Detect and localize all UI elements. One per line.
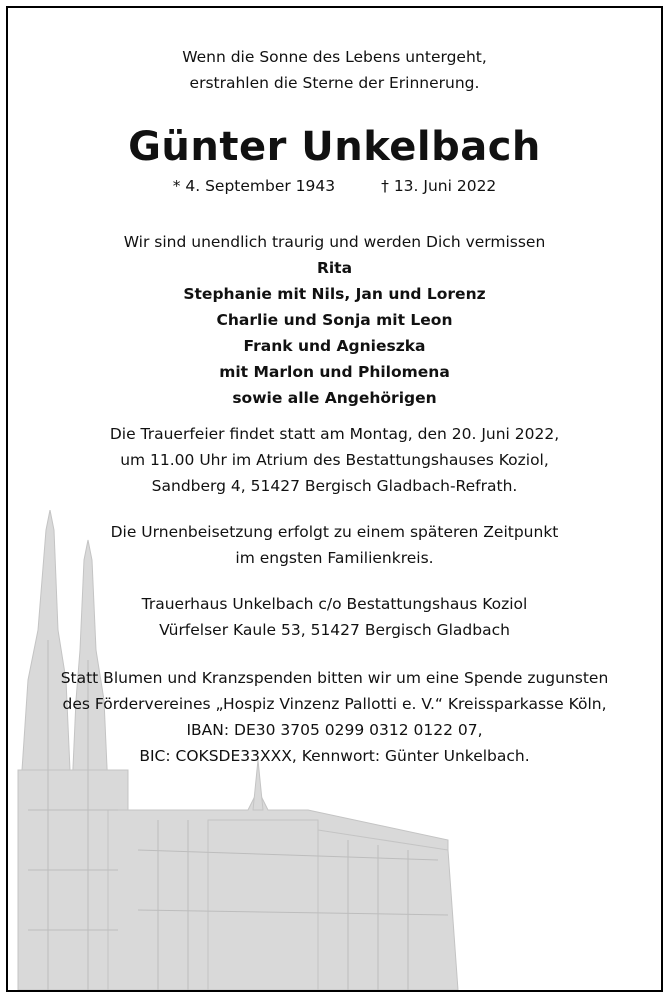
death-date: † 13. Juni 2022 [381, 177, 497, 195]
mourner-line: Charlie und Sonja mit Leon [216, 311, 453, 329]
motto-line: erstrahlen die Sterne der Erinnerung. [189, 74, 480, 92]
ceremony-line: Die Trauerfeier findet statt am Montag, den 20. Juni 2022, [109, 425, 560, 443]
mourners-block [8, 229, 661, 411]
burial-info [8, 519, 661, 571]
mourner-line: sowie alle Angehörigen [232, 389, 437, 407]
deceased-name: Günter Unkelbach [128, 124, 541, 170]
ceremony-line: Sandberg 4, 51427 Bergisch Gladbach-Refrath. [151, 477, 518, 495]
motto [8, 8, 661, 96]
motto-line: Wenn die Sonne des Lebens untergeht, [182, 48, 487, 66]
mourner-line: Stephanie mit Nils, Jan und Lorenz [183, 285, 486, 303]
donation-line: des Fördervereines „Hospiz Vinzenz Pallotti e. V.“ Kreissparkasse Köln, [62, 695, 607, 713]
mourner-line: Rita [316, 259, 353, 277]
burial-line: Die Urnenbeisetzung erfolgt zu einem späteren Zeitpunkt [110, 523, 559, 541]
obituary-card [6, 6, 663, 992]
address-line: Vürfelser Kaule 53, 51427 Bergisch Gladbach [159, 621, 510, 639]
life-dates [8, 175, 661, 197]
donation-line: IBAN: DE30 3705 0299 0312 0122 07, [186, 721, 483, 739]
obituary-text [8, 8, 661, 769]
mourner-line: Frank und Agnieszka [243, 337, 426, 355]
donation-line: BIC: COKSDE33XXX, Kennwort: Günter Unkelbach. [139, 747, 530, 765]
mourning-address [8, 591, 661, 643]
address-line: Trauerhaus Unkelbach c/o Bestattungshaus Koziol [141, 595, 528, 613]
ceremony-info [8, 421, 661, 499]
birth-date: * 4. September 1943 [172, 177, 336, 195]
ceremony-line: um 11.00 Uhr im Atrium des Bestattungshauses Koziol, [120, 451, 549, 469]
burial-line: im engsten Familienkreis. [235, 549, 434, 567]
donation-info [8, 665, 661, 769]
donation-line: Statt Blumen und Kranzspenden bitten wir um eine Spende zugunsten [60, 669, 609, 687]
mourners-intro: Wir sind unendlich traurig und werden Dich vermissen [123, 233, 546, 251]
mourner-line: mit Marlon und Philomena [219, 363, 450, 381]
